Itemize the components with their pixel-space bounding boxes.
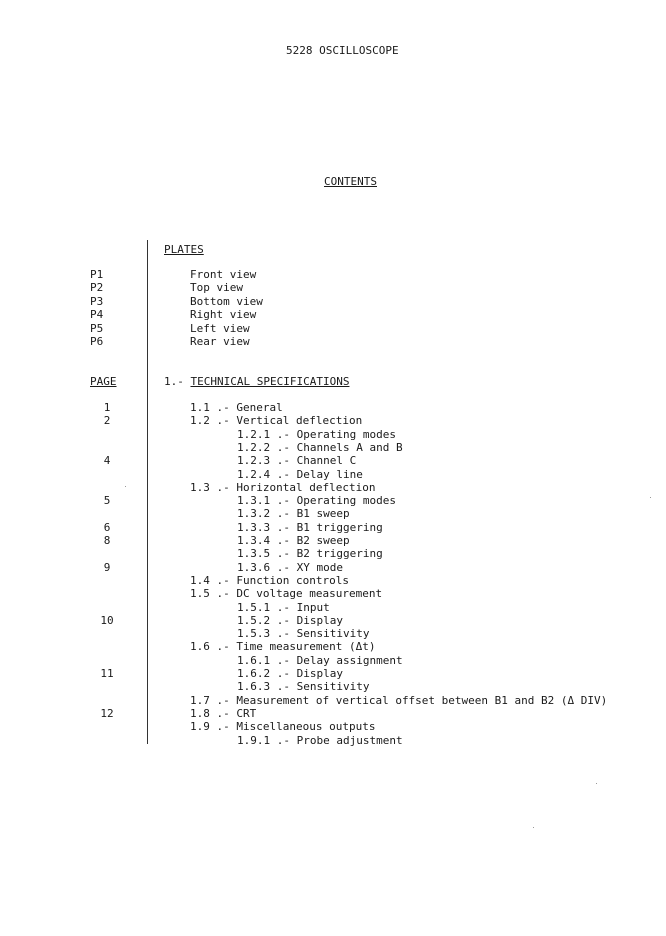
section-heading xyxy=(164,375,349,388)
toc-entry-text: CRT xyxy=(236,706,257,720)
plate-label: Front view xyxy=(190,268,257,281)
toc-page-number: 8 xyxy=(103,534,111,547)
toc-entry xyxy=(237,521,383,534)
toc-entry-number: 1.2.3 .- xyxy=(237,454,290,468)
toc-entry xyxy=(237,680,369,693)
toc-page-number: 5 xyxy=(103,494,111,508)
toc-entry-text: B1 sweep xyxy=(296,507,350,521)
toc-entry-number: 1.3.3 .- xyxy=(237,520,290,534)
toc-entry-text: Time measurement (Δt) xyxy=(236,640,376,654)
toc-entry-text: Function controls xyxy=(236,573,349,587)
toc-entry xyxy=(237,547,383,560)
toc-entry-number: 1.3.6 .- xyxy=(237,560,290,574)
toc-entry-text: Channels A and B xyxy=(296,440,403,454)
toc-entry-number: 1.7 .- xyxy=(190,693,230,707)
toc-entry xyxy=(190,587,382,600)
toc-page-number: 2 xyxy=(103,414,111,428)
toc-entry xyxy=(237,494,396,507)
toc-entry-number: 1.2.2 .- xyxy=(237,440,290,454)
toc-entry xyxy=(237,468,363,481)
toc-entry-text: Probe adjustment xyxy=(296,733,403,747)
plates-heading: PLATES xyxy=(164,243,204,256)
page-column-heading: PAGE xyxy=(90,375,117,388)
scan-speck xyxy=(650,497,651,498)
toc-entry-number: 1.3.4 .- xyxy=(237,534,290,547)
toc-entry-number: 1.5 .- xyxy=(190,587,230,601)
toc-entry-number: 1.3.2 .- xyxy=(237,507,290,521)
plate-code: P6 xyxy=(90,335,104,348)
plate-code: P1 xyxy=(90,268,104,281)
toc-entry xyxy=(190,640,375,653)
toc-page-number: 6 xyxy=(103,520,111,534)
toc-entry-number: 1.8 .- xyxy=(190,706,230,720)
toc-entry xyxy=(190,574,349,587)
toc-entry-text: XY mode xyxy=(296,560,343,574)
toc-entry xyxy=(190,401,283,414)
toc-entry-number: 1.4 .- xyxy=(190,573,230,587)
toc-entry xyxy=(237,734,403,747)
toc-entry xyxy=(190,707,256,720)
toc-entry-text: Operating modes xyxy=(296,427,396,441)
scan-speck xyxy=(533,827,534,828)
section-title: TECHNICAL SPECIFICATIONS xyxy=(190,375,350,388)
toc-entry xyxy=(190,481,375,494)
toc-entry-text: DC voltage measurement xyxy=(236,587,383,601)
toc-entry-number: 1.2.4 .- xyxy=(237,467,290,481)
toc-page-number: 12 xyxy=(100,706,114,720)
plate-code: P3 xyxy=(90,294,104,308)
toc-entry xyxy=(190,414,362,427)
toc-page-number: 10 xyxy=(100,613,114,627)
toc-entry-number: 1.6.2 .- xyxy=(237,667,290,680)
toc-page-number: 1 xyxy=(103,401,111,414)
plate-label: Left view xyxy=(190,321,250,335)
toc-entry xyxy=(237,627,369,640)
plate-label: Rear view xyxy=(190,335,250,348)
toc-entry xyxy=(237,454,356,467)
plate-code: P2 xyxy=(90,281,104,295)
toc-entry-text: B2 sweep xyxy=(296,534,350,547)
toc-entry xyxy=(237,534,350,547)
toc-entry xyxy=(237,441,403,454)
plate-label: Right view xyxy=(190,308,257,322)
toc-entry xyxy=(237,614,343,627)
toc-entry xyxy=(237,561,343,574)
toc-entry-text: Display xyxy=(296,613,343,627)
toc-entry-text: Vertical deflection xyxy=(236,414,363,428)
toc-entry-number: 1.9.1 .- xyxy=(237,733,290,747)
toc-entry-text: Delay assignment xyxy=(296,653,403,667)
toc-entry-number: 1.3 .- xyxy=(190,480,230,494)
plate-label: Bottom view xyxy=(190,294,263,308)
toc-entry-text: Sensitivity xyxy=(296,627,370,641)
toc-entry xyxy=(190,720,375,733)
toc-entry-text: Miscellaneous outputs xyxy=(236,720,376,734)
toc-entry xyxy=(237,667,343,680)
toc-entry-number: 1.3.1 .- xyxy=(237,494,290,508)
toc-entry-text: Channel C xyxy=(296,454,357,468)
plate-label: Top view xyxy=(190,281,243,295)
toc-entry xyxy=(237,428,396,441)
toc-entry xyxy=(190,694,607,707)
toc-entry-text: Input xyxy=(296,600,330,614)
toc-entry xyxy=(237,654,403,667)
toc-entry-number: 1.6.3 .- xyxy=(237,680,290,694)
scan-speck xyxy=(125,486,126,487)
toc-entry-number: 1.6.1 .- xyxy=(237,653,290,667)
toc-entry-number: 1.3.5 .- xyxy=(237,547,290,561)
toc-page-number: 4 xyxy=(103,454,111,468)
toc-entry xyxy=(237,601,330,614)
plate-code: P4 xyxy=(90,308,104,322)
toc-entry-number: 1.2 .- xyxy=(190,414,230,428)
section-number: 1.- xyxy=(164,375,184,388)
toc-entry-text: Sensitivity xyxy=(296,680,370,694)
toc-entry-number: 1.2.1 .- xyxy=(237,427,290,441)
toc-entry-number: 1.5.2 .- xyxy=(237,613,290,627)
toc-entry-text: Display xyxy=(296,667,343,680)
toc-entry xyxy=(237,507,350,520)
contents-heading: CONTENTS xyxy=(324,175,377,188)
toc-entry-text: Delay line xyxy=(296,467,363,481)
toc-entry-text: Operating modes xyxy=(296,494,396,508)
toc-entry-text: General xyxy=(236,401,283,414)
toc-page-number: 9 xyxy=(103,560,111,574)
margin-rule xyxy=(147,240,148,744)
toc-entry-number: 1.5.1 .- xyxy=(237,600,290,614)
toc-entry-number: 1.9 .- xyxy=(190,720,230,734)
toc-entry-text: B1 triggering xyxy=(296,520,383,534)
toc-entry-text: Measurement of vertical offset between B1 and B2 (Δ DIV) xyxy=(236,693,608,707)
document-title: 5228 OSCILLOSCOPE xyxy=(286,44,399,57)
toc-entry-number: 1.1 .- xyxy=(190,401,230,414)
toc-entry-text: B2 triggering xyxy=(296,547,383,561)
scan-speck xyxy=(596,783,597,784)
toc-page-number: 11 xyxy=(100,667,114,680)
toc-entry-number: 1.5.3 .- xyxy=(237,627,290,641)
toc-entry-number: 1.6 .- xyxy=(190,640,230,654)
toc-entry-text: Horizontal deflection xyxy=(236,480,376,494)
plate-code: P5 xyxy=(90,321,104,335)
